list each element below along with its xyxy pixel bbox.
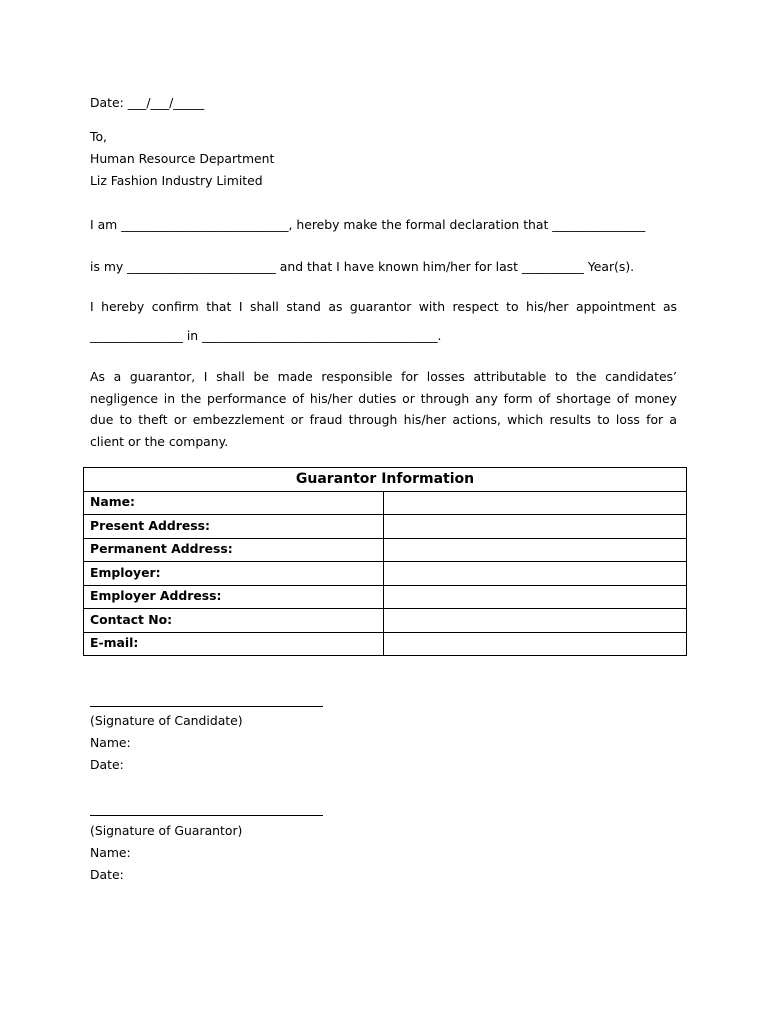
table-row [84, 585, 687, 609]
candidate-signature-line [90, 706, 323, 707]
table-row [84, 491, 687, 515]
row-value-email [384, 632, 687, 656]
row-label-employer: Employer: [84, 562, 384, 586]
guarantor-date-label: Date: [90, 867, 124, 882]
row-value-permanent-address [384, 538, 687, 562]
responsibility-paragraph: As a guarantor, I shall be made responsible for losses attributable to the candidates’ negligence in the performance of his/her duties or through any form of shortage of money due to theft or embezzlement or fraud through his/her actions, which results to loss for a client or the company. [90, 369, 677, 450]
row-label-permanent-address: Permanent Address: [84, 538, 384, 562]
table-row [84, 609, 687, 633]
table-title: Guarantor Information [84, 468, 687, 492]
candidate-signature-caption: (Signature of Candidate) [90, 713, 243, 728]
row-value-employer [384, 562, 687, 586]
row-label-name: Name: [84, 491, 384, 515]
row-value-employer-address [384, 585, 687, 609]
declaration-line-1: I am ___________________________, hereby make the formal declaration that _______________ [90, 217, 646, 232]
table-row [84, 515, 687, 539]
confirm-line-2: _______________ in ______________________________________. [90, 328, 442, 343]
row-value-name [384, 491, 687, 515]
table-row [84, 538, 687, 562]
table-row [84, 632, 687, 656]
date-line: Date: ___/___/_____ [90, 95, 205, 110]
candidate-date-label: Date: [90, 757, 124, 772]
row-value-contact-no [384, 609, 687, 633]
salutation: To, [90, 129, 107, 144]
recipient-company: Liz Fashion Industry Limited [90, 173, 263, 188]
candidate-name-label: Name: [90, 735, 131, 750]
declaration-line-2: is my ________________________ and that I have known him/her for last __________ Year(s). [90, 259, 635, 274]
guarantor-information-table [83, 467, 686, 656]
recipient-department: Human Resource Department [90, 151, 275, 166]
row-value-present-address [384, 515, 687, 539]
confirm-line-1: I hereby confirm that I shall stand as guarantor with respect to his/her appointment as [90, 299, 677, 314]
table-row [84, 562, 687, 586]
row-label-email: E-mail: [84, 632, 384, 656]
row-label-employer-address: Employer Address: [84, 585, 384, 609]
guarantor-signature-caption: (Signature of Guarantor) [90, 823, 243, 838]
row-label-present-address: Present Address: [84, 515, 384, 539]
row-label-contact-no: Contact No: [84, 609, 384, 633]
guarantor-name-label: Name: [90, 845, 131, 860]
guarantor-signature-line [90, 815, 323, 816]
